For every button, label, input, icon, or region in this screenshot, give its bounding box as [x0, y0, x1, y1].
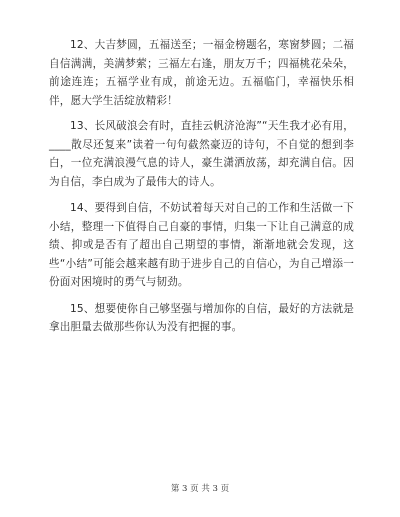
- document-body: [49, 36, 354, 344]
- page-number-footer: 第 3 页 共 3 页: [170, 484, 230, 494]
- paragraph-14: 14、要得到自信，不妨试着每天对自己的工作和生活做一下小结，整理一下值得自己自豪的事情，归集一下让自己满意的成绩、抑或是否有了超出自己期望的事情，渐渐地就会发现，这些“小结”可能会越来越有助于进步自己的自信心，为自己增添一份面对困境时的勇气与韧劲。: [49, 202, 354, 288]
- paragraph-13: 13、长风破浪会有时，直挂云帆济沧海”“天生我才必有用，____散尽还复来”读着一句句截然豪迈的诗句，不自觉的想到李白，一位充满浪漫气息的诗人，豪生潇洒放荡，却充满自信。因为自信，李白成为了最伟大的诗人。: [49, 120, 354, 188]
- paragraph-12: 12、大吉梦圆，五福送至；一福金榜题名，寒窗梦圆；二福自信满满，美满梦萦；三福左右逢，朋友万千；四福桃花朵朵，前途连连；五福学业有成，前途无边。五福临门，幸福快乐相伴，愿大学生活绽放精彩！: [49, 39, 354, 107]
- paragraph-15: 15、想要使你自己够坚强与增加你的自信，最好的方法就是拿出胆量去做那些你认为没有把握的事。: [49, 302, 354, 333]
